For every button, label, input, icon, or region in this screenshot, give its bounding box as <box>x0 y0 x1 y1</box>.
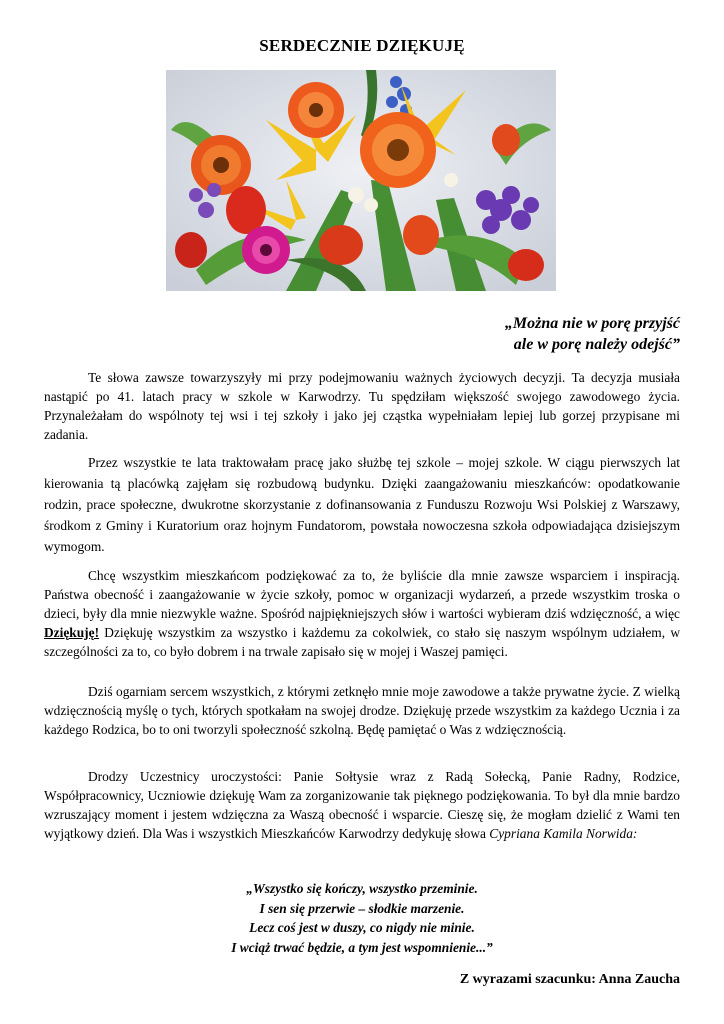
thank-you-emphasis: Dziękuję! <box>44 625 100 640</box>
poem-line: I sen się przerwie – słodkie marzenie. <box>259 900 465 916</box>
paragraph-text: Dziś ogarniam sercem wszystkich, z którymi zetknęło mnie moje zawodowe a także prywatne życie. Z wielką wdzięcznością myślę o tych, których spotkałam na swojej drodze. Dziękuję przede wszystkim za każdego Ucznia i za każdego Rodzica, bo to oni tworzyli społeczność szkolną. Będę pamiętać o Was z wdzięcznością. <box>44 684 680 737</box>
paragraph-text-part: Drodzy Uczestnicy uroczystości: Panie Sołtysie wraz z Radą Sołecką, Panie Radny, Rodzice, Współpracownicy, Uczniowie dziękuję Wam za zorganizowanie tak pięknego podziękowania. To był dla mnie bardzo wzruszający moment i jestem wdzięczna za Waszą obecność i wsparcie. Cieszę się, że mogłam dzielić z Wami ten wyjątkowy dzień. Dla Was i wszystkich Mieszkańców Karwodrzy dedykuję słowa <box>44 769 680 841</box>
paragraph <box>44 452 680 557</box>
motto-quote <box>280 313 680 355</box>
poem-line: Lecz coś jest w duszy, co nigdy nie minie. <box>249 920 475 935</box>
flower-bouquet-photo <box>166 70 556 291</box>
paragraph-text: Przez wszystkie te lata traktowałam pracę jako służbę tej szkole – mojej szkole. W ciągu pierwszych lat kierowania tą placówką zajęłam się rozbudową budynku. Dzięki zaangażowaniu mieszkańców: opodatkowanie rodzin, prace społeczne, dwukrotne skorzystanie z dofinansowania z Funduszu Rozwoju Wsi Polskiej z Warszawy, środkom z Gminy i Kuratorium oraz hojnym Fundatorom, powstała nowoczesna szkoła odpowiadająca dzisiejszym wymogom. <box>44 455 680 554</box>
paragraph <box>44 566 680 661</box>
paragraph <box>44 682 680 739</box>
paragraph-text: Te słowa zawsze towarzyszyły mi przy podejmowaniu ważnych życiowych decyzji. Ta decyzja musiała nastąpić po 41. latach pracy w szkole w Karwodrzy. Tu spędziłam większość swojego zawodowego życia. Przynależałam do wspólnoty tej wsi i tej szkoły i jako jej cząstka wypełniałam lepiej lub gorzej przypisane mi zadania. <box>44 370 680 442</box>
paragraph-text <box>44 566 680 661</box>
paragraph-text-part: Chcę wszystkim mieszkańcom podziękować za to, że byliście dla mnie zawsze wsparciem i inspiracją. Państwa obecność i zaangażowanie w życie szkoły, pomoc w organizacji wydarzeń, a przede wszystkim troska o dzieci, były dla mnie niezwykle ważne. Spośród najpiękniejszych słów i wartości wybieram dziś wdzięczność, a więc <box>44 568 680 621</box>
paragraph <box>44 767 680 843</box>
poem-quote <box>0 879 724 957</box>
paragraph-text <box>44 767 680 843</box>
motto-line: ale w porę należy odejść” <box>513 336 680 353</box>
paragraph-text-part: Dziękuję wszystkim za wszystko i każdemu za cokolwiek, co stało się naszym wspólnym udziałem, w szczególności za to, co było dobrem i na trwale zapisało się w mojej i Waszej pamięci. <box>44 625 680 659</box>
signature: Z wyrazami szacunku: Anna Zaucha <box>459 972 680 987</box>
document-title: SERDECZNIE DZIĘKUJĘ <box>259 36 465 55</box>
paragraph <box>44 368 680 444</box>
poet-name: Cypriana Kamila Norwida: <box>489 826 638 841</box>
poem-line: „Wszystko się kończy, wszystko przeminie. <box>246 881 478 896</box>
poem-line: I wciąż trwać będzie, a tym jest wspomnienie...” <box>231 939 493 955</box>
motto-line: „Można nie w porę przyjść <box>504 315 680 332</box>
